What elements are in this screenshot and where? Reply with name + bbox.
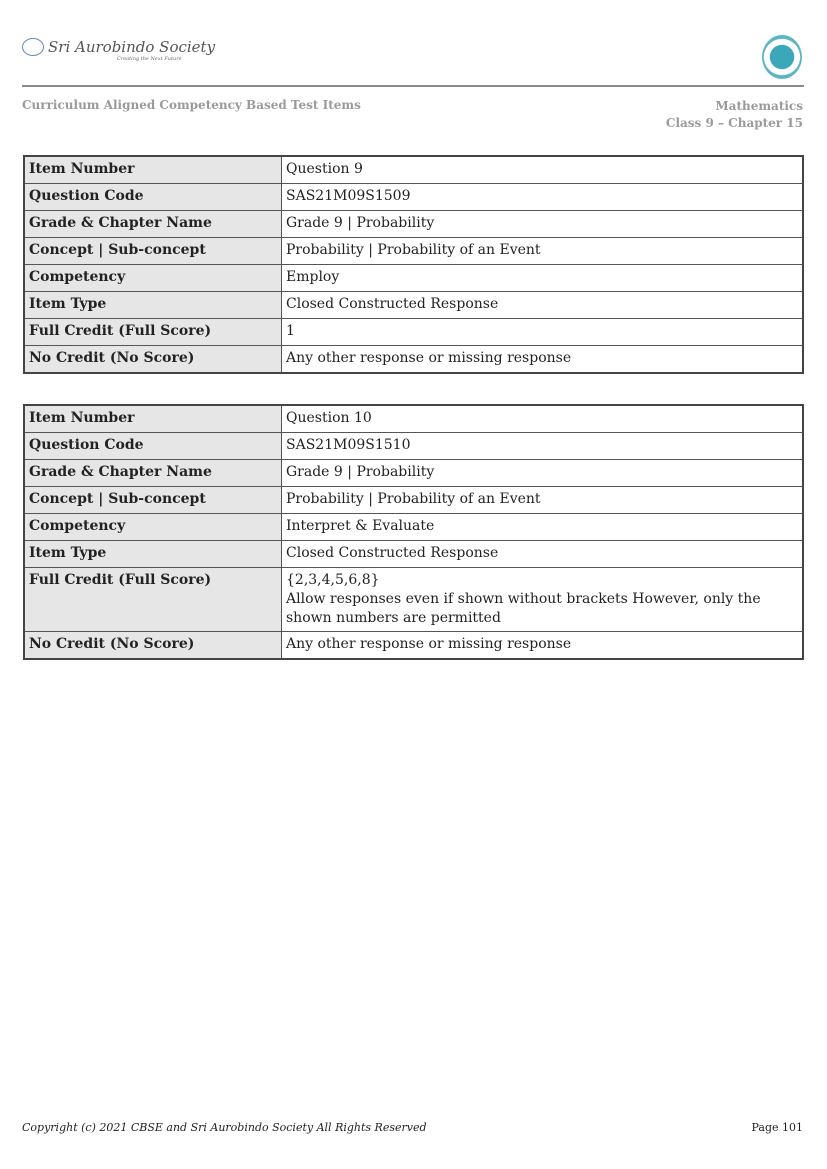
table-row [24, 156, 803, 184]
row-label: Item Type [24, 292, 282, 319]
row-label: Item Number [24, 405, 282, 433]
row-label: Full Credit (Full Score) [24, 319, 282, 346]
row-label: Full Credit (Full Score) [24, 568, 282, 632]
table-row [24, 541, 803, 568]
row-value [282, 487, 804, 514]
subject: Mathematics [715, 99, 803, 113]
value-text: Grade 9 | Probability [286, 215, 435, 231]
row-value [282, 156, 804, 184]
row-label: Competency [24, 265, 282, 292]
row-label: Question Code [24, 184, 282, 211]
row-value [282, 514, 804, 541]
row-value [282, 433, 804, 460]
value-text: {2,3,4,5,6,8} [286, 572, 380, 588]
row-value [282, 265, 804, 292]
value-text: 1 [286, 323, 295, 339]
table-row [24, 211, 803, 238]
row-value [282, 632, 804, 660]
value-text: SAS21M09S1510 [286, 437, 411, 453]
value-text: Interpret & Evaluate [286, 518, 435, 534]
row-label: Question Code [24, 433, 282, 460]
value-text: Any other response or missing response [286, 350, 572, 366]
item-table-question-9 [23, 155, 804, 374]
value-text: Question 10 [286, 410, 372, 426]
row-value [282, 292, 804, 319]
row-label: Grade & Chapter Name [24, 460, 282, 487]
value-text: Closed Constructed Response [286, 296, 499, 312]
table-row [24, 433, 803, 460]
row-label: Concept | Sub-concept [24, 487, 282, 514]
row-value [282, 460, 804, 487]
sri-aurobindo-society-logo [22, 38, 216, 62]
row-label: Item Number [24, 156, 282, 184]
value-note: Allow responses even if shown without brackets However, only the shown numbers are permitted [286, 591, 761, 626]
table-row [24, 346, 803, 374]
row-value [282, 319, 804, 346]
page-number: Page 101 [751, 1121, 803, 1134]
table-row [24, 632, 803, 660]
row-value [282, 405, 804, 433]
value-text: Employ [286, 269, 340, 285]
item-table-question-10 [23, 404, 804, 660]
row-label: Item Type [24, 541, 282, 568]
row-label: Grade & Chapter Name [24, 211, 282, 238]
table-row [24, 405, 803, 433]
logo-tagline: Creating the Next Future [117, 56, 182, 62]
header-divider [22, 85, 804, 87]
table-row [24, 319, 803, 346]
table-row [24, 514, 803, 541]
value-text: Grade 9 | Probability [286, 464, 435, 480]
table-row [24, 460, 803, 487]
globe-icon [22, 38, 44, 56]
row-label: No Credit (No Score) [24, 632, 282, 660]
row-value [282, 568, 804, 632]
value-text: Probability | Probability of an Event [286, 242, 541, 258]
row-value [282, 184, 804, 211]
row-label: Competency [24, 514, 282, 541]
table-row [24, 184, 803, 211]
value-text: Question 9 [286, 161, 363, 177]
value-text: SAS21M09S1509 [286, 188, 411, 204]
table-row [24, 487, 803, 514]
row-value [282, 211, 804, 238]
row-label: No Credit (No Score) [24, 346, 282, 374]
class-chapter: Class 9 – Chapter 15 [665, 116, 803, 130]
table-row [24, 238, 803, 265]
document-title: Curriculum Aligned Competency Based Test Items [22, 98, 361, 112]
row-label: Concept | Sub-concept [24, 238, 282, 265]
row-value [282, 541, 804, 568]
value-text: Probability | Probability of an Event [286, 491, 541, 507]
value-text: Closed Constructed Response [286, 545, 499, 561]
logo-text: Sri Aurobindo Society [48, 38, 216, 56]
copyright: Copyright (c) 2021 CBSE and Sri Aurobindo Society All Rights Reserved [22, 1121, 427, 1134]
table-row [24, 265, 803, 292]
row-value [282, 346, 804, 374]
subject-info [666, 98, 803, 132]
row-value [282, 238, 804, 265]
cbse-seal-icon [762, 35, 802, 79]
table-row [24, 568, 803, 632]
value-text: Any other response or missing response [286, 636, 572, 652]
table-row [24, 292, 803, 319]
